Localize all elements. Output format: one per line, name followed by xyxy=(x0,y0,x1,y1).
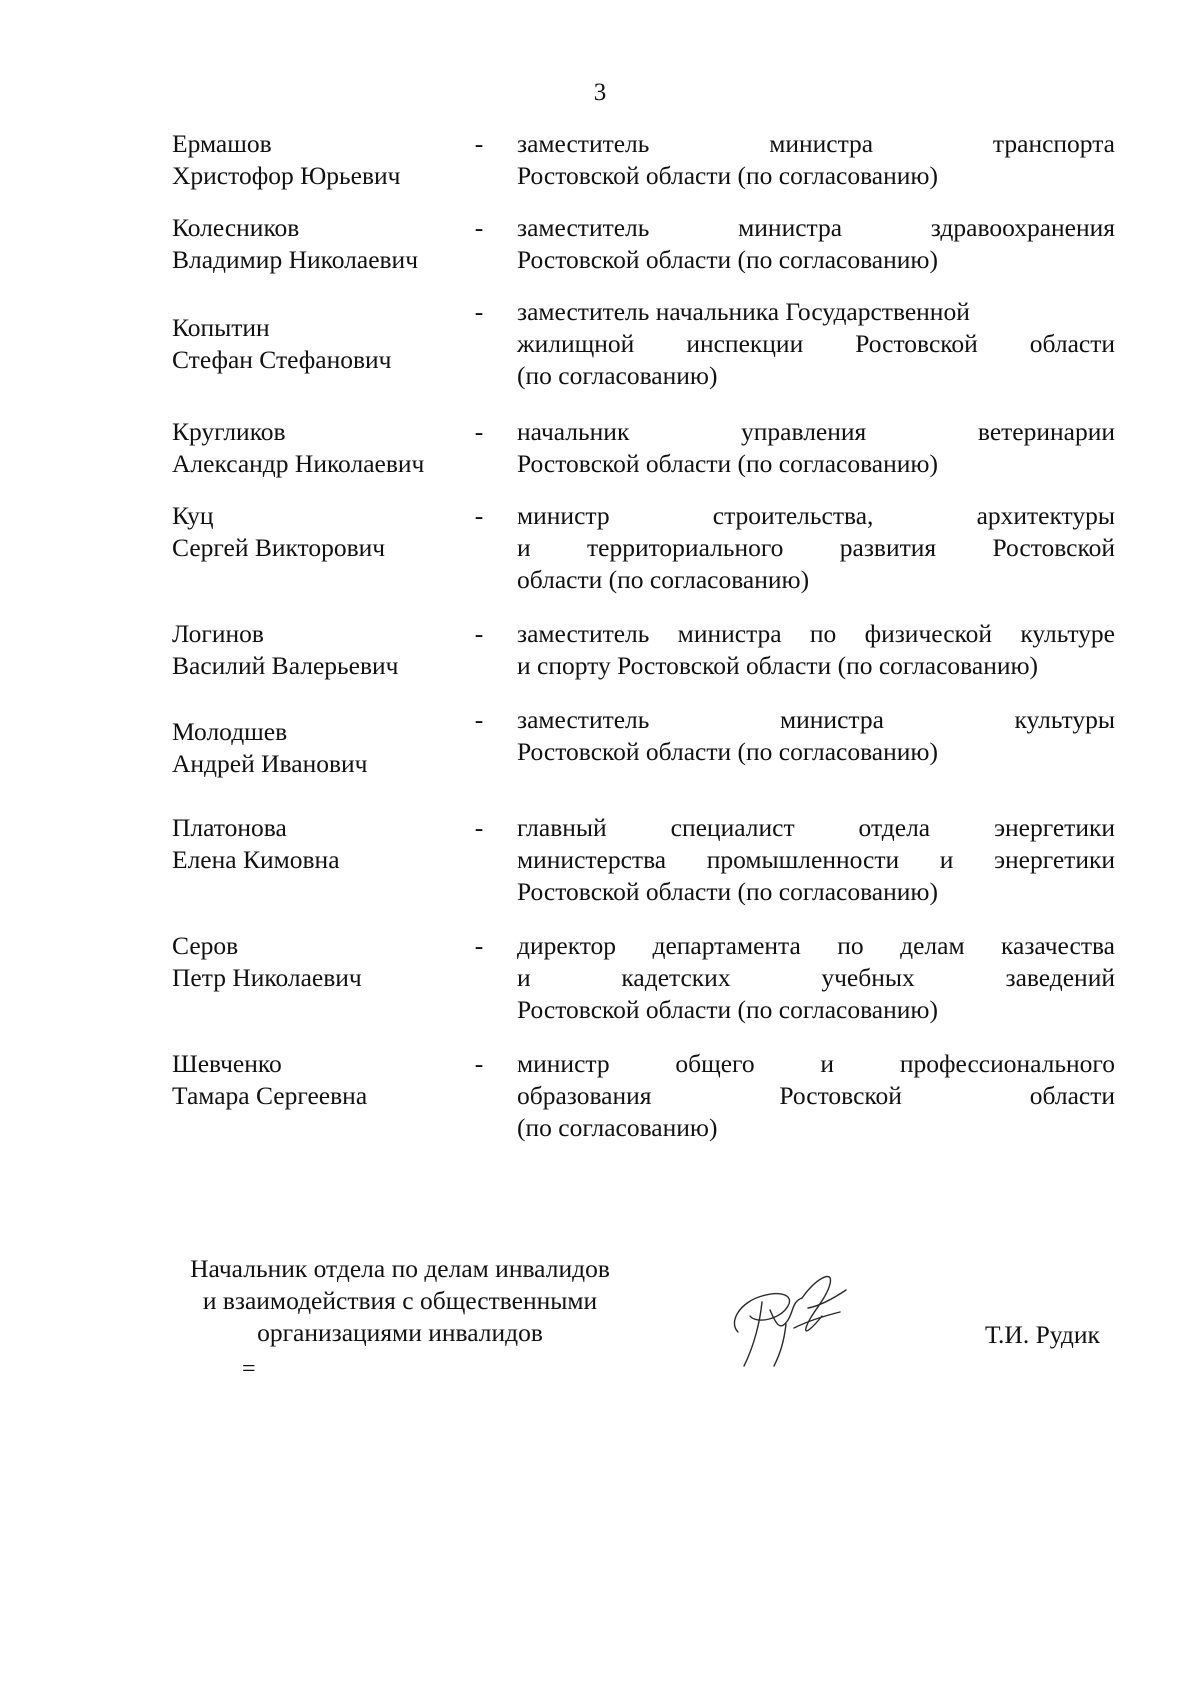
separator-dash: - xyxy=(474,501,484,530)
surname: Кругликов xyxy=(172,417,286,446)
role-line: Ростовской области (по согласованию) xyxy=(517,449,938,478)
given-name: Александр Николаевич xyxy=(172,449,425,478)
given-name: Владимир Николаевич xyxy=(172,245,419,274)
given-name: Елена Кимовна xyxy=(172,845,340,874)
role-line: начальник управления ветеринарии xyxy=(517,417,1115,446)
position-description xyxy=(517,704,1115,768)
role-line: заместитель министра здравоохранения xyxy=(517,213,1115,242)
role-line: (по согласованию) xyxy=(517,1113,718,1142)
role-line: области (по согласованию) xyxy=(517,565,810,594)
role-line: Ростовской области (по согласованию) xyxy=(517,737,938,766)
person-name xyxy=(172,1048,472,1112)
person-name xyxy=(172,312,472,376)
handwritten-signature xyxy=(710,1262,860,1382)
position-description xyxy=(517,416,1115,480)
person-name xyxy=(172,716,472,780)
position-description xyxy=(517,930,1115,1026)
role-line: Ростовской области (по согласованию) xyxy=(517,245,938,274)
position-description xyxy=(517,128,1115,192)
person-name xyxy=(172,128,472,192)
person-name xyxy=(172,416,472,480)
given-name: Сергей Викторович xyxy=(172,533,386,562)
position-description xyxy=(517,1048,1115,1144)
separator-dash: - xyxy=(474,213,484,242)
role-line: жилищной инспекции Ростовской области xyxy=(517,329,1115,358)
person-name xyxy=(172,500,472,564)
separator-dash: - xyxy=(474,619,484,648)
person-name xyxy=(172,930,472,994)
given-name: Тамара Сергеевна xyxy=(172,1081,368,1110)
position-description xyxy=(517,296,1115,392)
separator-dash: - xyxy=(474,1049,484,1078)
signatory-title-line: Начальник отдела по делам инвалидов xyxy=(190,1254,610,1283)
role-line: министр строительства, архитектуры xyxy=(517,501,1115,530)
role-line: Ростовской области (по согласованию) xyxy=(517,161,938,190)
role-line: заместитель начальника Государственной xyxy=(517,297,970,326)
person-name xyxy=(172,618,472,682)
role-line: министерства промышленности и энергетики xyxy=(517,845,1115,874)
given-name: Стефан Стефанович xyxy=(172,345,392,374)
position-description xyxy=(517,212,1115,276)
given-name: Андрей Иванович xyxy=(172,749,368,778)
surname: Ермашов xyxy=(172,129,272,158)
position-description xyxy=(517,618,1115,682)
separator-dash: - xyxy=(474,297,484,326)
role-line: Ростовской области (по согласованию) xyxy=(517,995,938,1024)
role-line: образования Ростовской области xyxy=(517,1081,1115,1110)
given-name: Василий Валерьевич xyxy=(172,651,399,680)
role-line: заместитель министра по физической культуре xyxy=(517,619,1115,648)
role-line: заместитель министра транспорта xyxy=(517,129,1115,158)
role-line: (по согласованию) xyxy=(517,361,718,390)
given-name: Петр Николаевич xyxy=(172,963,362,992)
role-line: и кадетских учебных заведений xyxy=(517,963,1115,992)
signatory-title xyxy=(150,1253,650,1349)
role-line: и спорту Ростовской области (по согласованию) xyxy=(517,651,1039,680)
signatory-name: Т.И. Рудик xyxy=(985,1320,1100,1349)
given-name: Христофор Юрьевич xyxy=(172,161,401,190)
surname: Серов xyxy=(172,931,239,960)
page-number: 3 xyxy=(593,79,607,106)
surname: Колесников xyxy=(172,213,300,242)
surname: Молодшев xyxy=(172,717,288,746)
role-line: министр общего и профессионального xyxy=(517,1049,1115,1078)
role-line: заместитель министра культуры xyxy=(517,705,1115,734)
surname: Логинов xyxy=(172,619,264,648)
signatory-title-line: организациями инвалидов xyxy=(257,1318,543,1347)
separator-dash: - xyxy=(474,931,484,960)
person-name xyxy=(172,812,472,876)
role-line: Ростовской области (по согласованию) xyxy=(517,877,938,906)
surname: Копытин xyxy=(172,313,270,342)
surname: Шевченко xyxy=(172,1049,282,1078)
separator-dash: - xyxy=(474,417,484,446)
role-line: главный специалист отдела энергетики xyxy=(517,813,1115,842)
role-line: и территориального развития Ростовской xyxy=(517,533,1115,562)
role-line: директор департамента по делам казачества xyxy=(517,931,1115,960)
position-description xyxy=(517,812,1115,908)
surname: Платонова xyxy=(172,813,287,842)
signatory-title-line: и взаимодействия с общественными xyxy=(202,1286,598,1315)
separator-dash: - xyxy=(474,705,484,734)
separator-dash: - xyxy=(474,129,484,158)
separator-dash: - xyxy=(474,813,484,842)
person-name xyxy=(172,212,472,276)
position-description xyxy=(517,500,1115,596)
equals-mark: = xyxy=(242,1356,256,1382)
surname: Куц xyxy=(172,501,214,530)
